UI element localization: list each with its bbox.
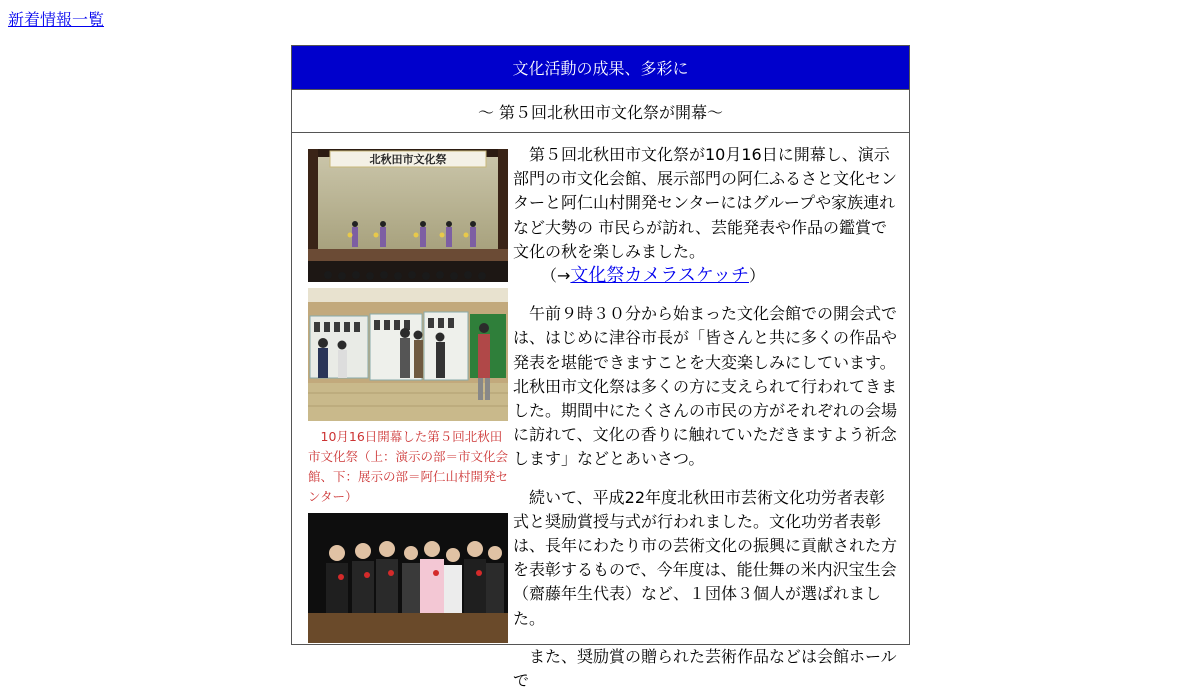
camera-sketch-link-line <box>513 264 899 288</box>
article-title: 文化活動の成果、多彩に <box>292 46 909 90</box>
article-paragraph-1: 第５回北秋田市文化祭が10月16日に開幕し、演示部門の市文化会館、展示部門の阿仁ふるさと文化センターと阿仁山村開発センターにはグループや家族連れなど大勢の 市民らが訪れ、芸能発表や作品の鑑賞で文化の秋を楽しみました。 <box>513 145 898 261</box>
photo-caption: 10月16日開幕した第５回北秋田市文化祭（上：演示の部＝市文化会館、下：展示の部＝阿仁山村開発センター） <box>308 429 509 504</box>
exhibition-illustration <box>308 288 508 421</box>
photo-column <box>308 149 508 643</box>
banner-text: 北秋田市文化祭 <box>369 153 447 166</box>
article-paragraph-2: 午前９時３０分から始まった文化会館での開会式では、はじめに津谷市長が「皆さんと共に多くの作品や発表を堪能できますことを大変楽しみにしています。北秋田市文化祭は多くの方に支えられて行われてきました。期間中にたくさんの市民の方がそれぞれの会場に訪れて、文化の香りに触れていただきますよう祈念します」などとあいさつ。 <box>513 304 898 469</box>
link-prefix: （→ <box>541 266 571 286</box>
article-box <box>291 45 910 691</box>
award-ceremony-photo <box>308 513 508 643</box>
article-paragraph-3: 続いて、平成22年度北秋田市芸術文化功労者表彰式と奨励賞授与式が行われました。文化功労者表彰は、長年にわたり市の芸術文化の振興に貢献された方を表彰するもので、今年度は、能仕舞の米内沢宝生会（齋藤年生代表）など、１団体３個人が選ばれました。 <box>513 487 898 628</box>
exhibition-photo <box>308 288 508 421</box>
link-suffix: ） <box>748 266 765 286</box>
award-ceremony-illustration <box>308 513 508 643</box>
article-paragraph-4: また、奨励賞の贈られた芸術作品などは会館ホールで <box>513 646 897 691</box>
article-text-column <box>513 143 899 693</box>
article-content <box>292 133 909 691</box>
stage-performance-illustration <box>308 149 508 282</box>
article-subtitle: ～ 第５回北秋田市文化祭が開幕～ <box>292 90 909 133</box>
news-list-link[interactable]: 新着情報一覧 <box>8 10 105 29</box>
stage-performance-photo <box>308 149 508 282</box>
camera-sketch-link[interactable]: 文化祭カメラスケッチ <box>570 265 749 287</box>
